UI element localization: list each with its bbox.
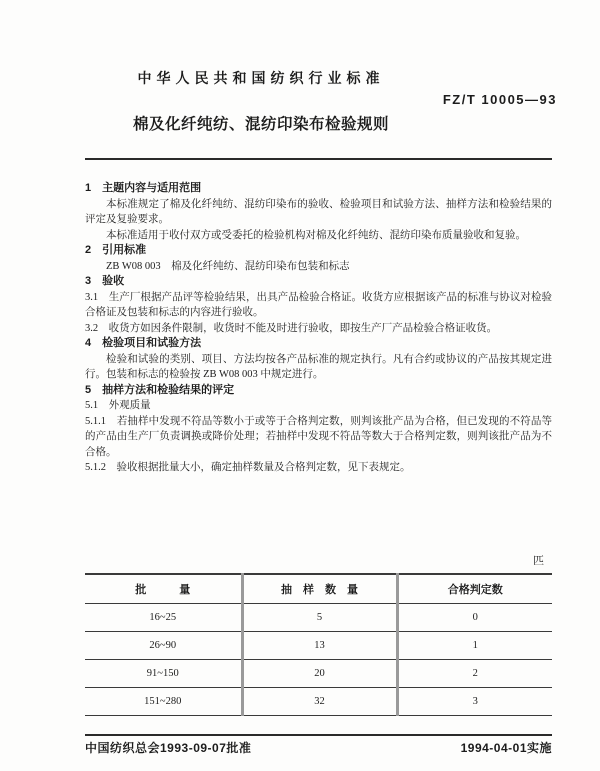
table-row — [85, 660, 552, 688]
table-cell-sample: 5 — [242, 604, 397, 632]
section-4-heading: 4 检验项目和试验方法 — [85, 337, 202, 349]
table-cell-batch: 16~25 — [85, 604, 242, 632]
table-row — [85, 632, 552, 660]
section-5-heading: 5 抽样方法和检验结果的评定 — [85, 383, 235, 396]
header-rule — [85, 158, 552, 160]
footer-implementation-text: 1994-04-01实施 — [460, 741, 552, 755]
clause-5-1: 5.1 外观质量 — [85, 400, 151, 411]
section-3-heading: 3 验收 — [85, 275, 125, 287]
table-cell-acceptance: 2 — [397, 660, 552, 688]
standard-number: FZ/T 10005—93 — [442, 92, 557, 107]
clause-5-1-2: 5.1.2 验收根据批量大小，确定抽样数量及合格判定数，见下表规定。 — [85, 462, 411, 473]
clause-5-1-1: 5.1.1 若抽样中发现不符品等数小于或等于合格判定数，则判该批产品为合格，但已发现的不符品等的产品由生产厂负责调换或降价处理；若抽样中发现不符品等数大于合格判定数，则判该批产品为不合格。 — [85, 415, 552, 458]
table-cell-sample: 13 — [242, 632, 397, 660]
footer-rule — [85, 734, 552, 736]
section-1-heading: 1 主题内容与适用范围 — [85, 182, 202, 194]
table-cell-batch: 26~90 — [85, 632, 242, 660]
section-2-heading: 2 引用标准 — [85, 244, 147, 256]
clause-3-1: 3.1 生产厂根据产品评等检验结果，出具产品检验合格证。收货方应根据该产品的标准与协议对检验合格证及包装和标志的内容进行验收。 — [85, 291, 552, 318]
table-row — [85, 604, 552, 632]
section-1-paragraph-2: 本标准适用于收付双方或受委托的检验机构对棉及化纤纯纺、混纺印染布质量验收和复验。 — [106, 229, 526, 241]
section-2-reference: ZB W08 003 棉及化纤纯纺、混纺印染布包装和标志 — [106, 260, 350, 272]
section-4-paragraph-1: 检验和试验的类别、项目、方法均按各产品标准的规定执行。凡有合约或协议的产品按其规定进行。包装和标志的检验按 ZB W08 003 中规定进行。 — [85, 353, 552, 380]
table-header-acceptance-number: 合格判定数 — [397, 574, 552, 604]
table-unit-label: 匹 — [533, 555, 544, 567]
table-cell-acceptance: 0 — [397, 604, 552, 632]
clause-3-2: 3.2 收货方如因条件限制，收货时不能及时进行验收，即按生产厂产品检验合格证收货。 — [85, 322, 498, 334]
table-header-sample-quantity: 抽 样 数 量 — [242, 574, 397, 604]
footer-approval-text: 中国纺织总会1993-09-07批准 — [85, 741, 252, 755]
table-header-batch-quantity: 批 量 — [85, 574, 242, 604]
table-cell-sample: 20 — [242, 660, 397, 688]
section-1-paragraph-1: 本标准规定了棉及化纤纯纺、混纺印染布的验收、检验项目和试验方法、抽样方法和检验结果的评定及复验要求。 — [85, 198, 552, 225]
document-title: 棉及化纤纯纺、混纺印染布检验规则 — [132, 116, 389, 133]
standard-type-title: 中华人民共和国纺织行业标准 — [137, 70, 385, 86]
table-cell-acceptance: 1 — [397, 632, 552, 660]
sampling-table — [85, 573, 552, 716]
table-cell-batch: 91~150 — [85, 660, 242, 688]
table-header-row — [85, 574, 552, 604]
table-row — [85, 688, 552, 716]
document-body — [85, 181, 552, 476]
table-cell-sample: 32 — [242, 688, 397, 716]
table-cell-batch: 151~280 — [85, 688, 242, 716]
table-cell-acceptance: 3 — [397, 688, 552, 716]
